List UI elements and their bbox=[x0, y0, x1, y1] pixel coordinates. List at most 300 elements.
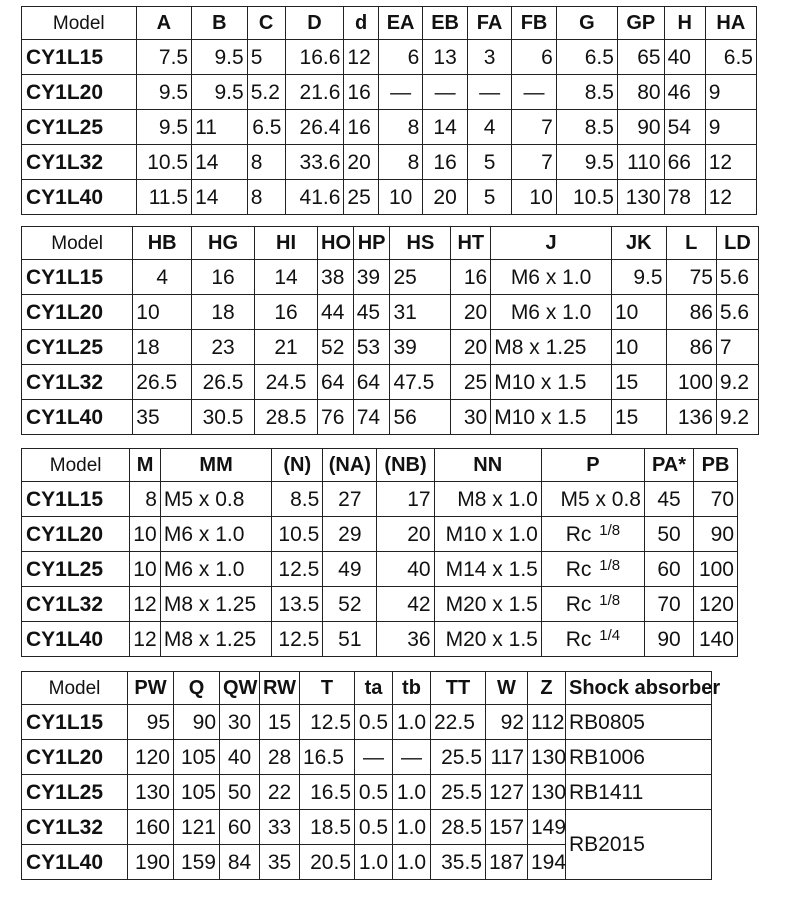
header-cell: LD bbox=[716, 227, 758, 260]
value-cell: 20 bbox=[344, 145, 378, 180]
value-cell: 112 bbox=[528, 705, 566, 740]
dimension-table-2 bbox=[21, 226, 759, 435]
value-cell: 40 bbox=[377, 552, 434, 587]
value-cell: 28.5 bbox=[255, 400, 318, 435]
value-cell: 20 bbox=[451, 295, 491, 330]
value-cell: 25.5 bbox=[431, 775, 486, 810]
table-row bbox=[22, 180, 757, 215]
value-cell: 12.5 bbox=[272, 552, 323, 587]
value-cell: M5 x 0.8 bbox=[541, 482, 644, 517]
shock-absorber-cell: RB2015 bbox=[566, 810, 712, 880]
header-cell: Model bbox=[22, 449, 130, 482]
value-cell: 76 bbox=[318, 400, 354, 435]
value-cell: 20 bbox=[423, 180, 467, 215]
model-cell: CY1L15 bbox=[22, 482, 130, 517]
value-cell: 9.2 bbox=[716, 400, 758, 435]
value-cell: 190 bbox=[128, 845, 174, 880]
value-cell: 40 bbox=[664, 40, 705, 75]
port-thread-type: Rc bbox=[565, 523, 592, 546]
model-cell: CY1L15 bbox=[22, 260, 133, 295]
value-cell: — bbox=[393, 740, 431, 775]
value-cell: 21 bbox=[255, 330, 318, 365]
value-cell: 5 bbox=[467, 145, 511, 180]
value-cell: 10 bbox=[133, 295, 192, 330]
value-cell: 80 bbox=[617, 75, 664, 110]
value-cell: 16 bbox=[423, 145, 467, 180]
table-row bbox=[22, 260, 759, 295]
value-cell: M10 x 1.5 bbox=[491, 365, 612, 400]
header-cell: HP bbox=[353, 227, 390, 260]
value-cell: 5 bbox=[247, 40, 285, 75]
table-row bbox=[22, 75, 757, 110]
value-cell: 26.4 bbox=[285, 110, 344, 145]
table-header-row bbox=[22, 7, 757, 40]
header-cell: FA bbox=[467, 7, 511, 40]
value-cell: M20 x 1.5 bbox=[434, 622, 541, 657]
value-cell: 8.5 bbox=[556, 75, 617, 110]
value-cell: 10 bbox=[611, 330, 666, 365]
model-cell: CY1L25 bbox=[22, 552, 130, 587]
value-cell: M8 x 1.25 bbox=[160, 587, 271, 622]
value-cell: 130 bbox=[528, 775, 566, 810]
table-row bbox=[22, 295, 759, 330]
value-cell: 20 bbox=[377, 517, 434, 552]
value-cell: 127 bbox=[486, 775, 528, 810]
value-cell: 23 bbox=[192, 330, 255, 365]
value-cell: 25 bbox=[344, 180, 378, 215]
header-cell: HG bbox=[192, 227, 255, 260]
table-row bbox=[22, 517, 738, 552]
value-cell: 11 bbox=[192, 110, 248, 145]
value-cell: 65 bbox=[617, 40, 664, 75]
value-cell: 12 bbox=[344, 40, 378, 75]
value-cell: 15 bbox=[611, 400, 666, 435]
value-cell: 9.5 bbox=[192, 40, 248, 75]
value-cell: 120 bbox=[128, 740, 174, 775]
value-cell: 95 bbox=[128, 705, 174, 740]
value-cell: 46 bbox=[664, 75, 705, 110]
value-cell: 160 bbox=[128, 810, 174, 845]
value-cell: 0.5 bbox=[355, 705, 393, 740]
value-cell: 10 bbox=[130, 552, 161, 587]
value-cell: 9 bbox=[705, 110, 756, 145]
port-thread-type: Rc bbox=[565, 593, 592, 616]
model-cell: CY1L20 bbox=[22, 295, 133, 330]
value-cell: — bbox=[355, 740, 393, 775]
value-cell: 90 bbox=[645, 622, 694, 657]
value-cell: M8 x 1.25 bbox=[160, 622, 271, 657]
header-cell: MM bbox=[160, 449, 271, 482]
model-cell: CY1L25 bbox=[22, 110, 137, 145]
value-cell: 0.5 bbox=[355, 775, 393, 810]
dimension-table-1 bbox=[21, 6, 757, 215]
value-cell: 1.0 bbox=[393, 705, 431, 740]
value-cell: 90 bbox=[174, 705, 220, 740]
header-cell: QW bbox=[220, 672, 260, 705]
model-cell: CY1L32 bbox=[22, 810, 128, 845]
value-cell: — bbox=[467, 75, 511, 110]
value-cell: 64 bbox=[353, 365, 390, 400]
port-thread-size: 1/4 bbox=[599, 627, 621, 644]
table-row bbox=[22, 40, 757, 75]
value-cell: 8.5 bbox=[272, 482, 323, 517]
value-cell: M8 x 1.0 bbox=[434, 482, 541, 517]
value-cell: 9.5 bbox=[611, 260, 666, 295]
value-cell: 21.6 bbox=[285, 75, 344, 110]
model-cell: CY1L32 bbox=[22, 365, 133, 400]
model-cell: CY1L40 bbox=[22, 845, 128, 880]
value-cell: M10 x 1.5 bbox=[491, 400, 612, 435]
value-cell: 7 bbox=[512, 145, 556, 180]
value-cell: 20 bbox=[451, 330, 491, 365]
header-cell: P bbox=[541, 449, 644, 482]
header-cell: NN bbox=[434, 449, 541, 482]
value-cell: 9.5 bbox=[192, 75, 248, 110]
header-cell: Model bbox=[22, 672, 128, 705]
value-cell: 6 bbox=[378, 40, 422, 75]
value-cell: 18.5 bbox=[300, 810, 355, 845]
value-cell: 136 bbox=[666, 400, 716, 435]
value-cell: 30 bbox=[451, 400, 491, 435]
value-cell: — bbox=[423, 75, 467, 110]
value-cell: 13.5 bbox=[272, 587, 323, 622]
value-cell: 90 bbox=[694, 517, 738, 552]
value-cell: 10 bbox=[512, 180, 556, 215]
value-cell: 47.5 bbox=[390, 365, 451, 400]
header-cell: GP bbox=[617, 7, 664, 40]
value-cell: 30.5 bbox=[192, 400, 255, 435]
value-cell: 35.5 bbox=[431, 845, 486, 880]
header-cell: Shock absorber bbox=[566, 672, 712, 705]
value-cell bbox=[541, 622, 644, 657]
port-thread-size: 1/8 bbox=[599, 592, 621, 609]
value-cell: 14 bbox=[192, 145, 248, 180]
value-cell: 6.5 bbox=[705, 40, 756, 75]
value-cell: 10 bbox=[378, 180, 422, 215]
value-cell: 25 bbox=[390, 260, 451, 295]
value-cell: 5.6 bbox=[716, 260, 758, 295]
value-cell: 35 bbox=[260, 845, 300, 880]
model-cell: CY1L15 bbox=[22, 705, 128, 740]
value-cell: 54 bbox=[664, 110, 705, 145]
value-cell: 24.5 bbox=[255, 365, 318, 400]
header-cell: EB bbox=[423, 7, 467, 40]
header-cell: PB bbox=[694, 449, 738, 482]
value-cell: 16.5 bbox=[300, 775, 355, 810]
value-cell: 52 bbox=[323, 587, 377, 622]
dimension-table-4 bbox=[21, 671, 721, 880]
value-cell: 8 bbox=[247, 180, 285, 215]
value-cell: 6 bbox=[512, 40, 556, 75]
value-cell: M6 x 1.0 bbox=[491, 260, 612, 295]
value-cell: 10.5 bbox=[272, 517, 323, 552]
value-cell: 92 bbox=[486, 705, 528, 740]
value-cell: 53 bbox=[353, 330, 390, 365]
value-cell: 16 bbox=[344, 110, 378, 145]
value-cell: 66 bbox=[664, 145, 705, 180]
value-cell: 0.5 bbox=[355, 810, 393, 845]
value-cell: 45 bbox=[353, 295, 390, 330]
value-cell: 187 bbox=[486, 845, 528, 880]
value-cell: M8 x 1.25 bbox=[491, 330, 612, 365]
value-cell: 25.5 bbox=[431, 740, 486, 775]
value-cell: 31 bbox=[390, 295, 451, 330]
value-cell: 41.6 bbox=[285, 180, 344, 215]
value-cell bbox=[541, 552, 644, 587]
value-cell: 11.5 bbox=[136, 180, 192, 215]
value-cell: 140 bbox=[694, 622, 738, 657]
header-cell: Model bbox=[22, 7, 137, 40]
value-cell: 15 bbox=[611, 365, 666, 400]
value-cell: 6.5 bbox=[556, 40, 617, 75]
table-row bbox=[22, 622, 738, 657]
table-row bbox=[22, 145, 757, 180]
header-cell: ta bbox=[355, 672, 393, 705]
value-cell: 10.5 bbox=[556, 180, 617, 215]
value-cell: 130 bbox=[128, 775, 174, 810]
header-cell: H bbox=[664, 7, 705, 40]
shock-absorber-cell: RB1411 bbox=[566, 775, 712, 810]
value-cell: 3 bbox=[467, 40, 511, 75]
value-cell: 12 bbox=[705, 145, 756, 180]
value-cell: 56 bbox=[390, 400, 451, 435]
value-cell: 64 bbox=[318, 365, 354, 400]
value-cell: 105 bbox=[174, 775, 220, 810]
value-cell: 9.2 bbox=[716, 365, 758, 400]
shock-absorber-cell: RB0805 bbox=[566, 705, 712, 740]
value-cell: 52 bbox=[318, 330, 354, 365]
header-cell: L bbox=[666, 227, 716, 260]
value-cell: 130 bbox=[617, 180, 664, 215]
value-cell: 50 bbox=[220, 775, 260, 810]
value-cell: 7 bbox=[716, 330, 758, 365]
value-cell: 130 bbox=[528, 740, 566, 775]
value-cell: 70 bbox=[694, 482, 738, 517]
value-cell: 5.6 bbox=[716, 295, 758, 330]
value-cell: 12 bbox=[130, 587, 161, 622]
value-cell: 149 bbox=[528, 810, 566, 845]
value-cell: — bbox=[512, 75, 556, 110]
value-cell: 9.5 bbox=[136, 75, 192, 110]
value-cell: M14 x 1.5 bbox=[434, 552, 541, 587]
model-cell: CY1L20 bbox=[22, 740, 128, 775]
value-cell: 105 bbox=[174, 740, 220, 775]
model-cell: CY1L20 bbox=[22, 75, 137, 110]
value-cell: 15 bbox=[260, 705, 300, 740]
model-cell: CY1L25 bbox=[22, 775, 128, 810]
value-cell: 45 bbox=[645, 482, 694, 517]
table-row bbox=[22, 110, 757, 145]
value-cell: 194 bbox=[528, 845, 566, 880]
value-cell: 12.5 bbox=[272, 622, 323, 657]
value-cell: 10.5 bbox=[136, 145, 192, 180]
value-cell: 9.5 bbox=[556, 145, 617, 180]
value-cell: 10 bbox=[130, 517, 161, 552]
value-cell: 159 bbox=[174, 845, 220, 880]
dimension-table-3 bbox=[21, 448, 738, 657]
port-thread-type: Rc bbox=[565, 628, 592, 651]
header-cell: W bbox=[486, 672, 528, 705]
header-cell: PA* bbox=[645, 449, 694, 482]
port-thread-size: 1/8 bbox=[599, 557, 621, 574]
table-row bbox=[22, 400, 759, 435]
value-cell: 33.6 bbox=[285, 145, 344, 180]
header-cell: B bbox=[192, 7, 248, 40]
value-cell: 121 bbox=[174, 810, 220, 845]
header-cell: (N) bbox=[272, 449, 323, 482]
value-cell: 8 bbox=[378, 110, 422, 145]
header-cell: tb bbox=[393, 672, 431, 705]
value-cell: M10 x 1.0 bbox=[434, 517, 541, 552]
header-cell: (NB) bbox=[377, 449, 434, 482]
header-cell: D bbox=[285, 7, 344, 40]
value-cell: 75 bbox=[666, 260, 716, 295]
model-cell: CY1L32 bbox=[22, 145, 137, 180]
value-cell: 29 bbox=[323, 517, 377, 552]
header-cell: HT bbox=[451, 227, 491, 260]
value-cell: M6 x 1.0 bbox=[491, 295, 612, 330]
value-cell: 25 bbox=[451, 365, 491, 400]
value-cell: 14 bbox=[192, 180, 248, 215]
header-cell: Q bbox=[174, 672, 220, 705]
value-cell: 18 bbox=[192, 295, 255, 330]
value-cell: 117 bbox=[486, 740, 528, 775]
value-cell: 70 bbox=[645, 587, 694, 622]
header-cell: RW bbox=[260, 672, 300, 705]
value-cell: 33 bbox=[260, 810, 300, 845]
value-cell: 16 bbox=[192, 260, 255, 295]
header-cell: HI bbox=[255, 227, 318, 260]
value-cell: 60 bbox=[220, 810, 260, 845]
model-cell: CY1L40 bbox=[22, 622, 130, 657]
value-cell: 120 bbox=[694, 587, 738, 622]
header-cell: HO bbox=[318, 227, 354, 260]
value-cell: 110 bbox=[617, 145, 664, 180]
value-cell: 8 bbox=[378, 145, 422, 180]
model-cell: CY1L40 bbox=[22, 180, 137, 215]
value-cell: 12 bbox=[705, 180, 756, 215]
value-cell: 90 bbox=[617, 110, 664, 145]
value-cell: M6 x 1.0 bbox=[160, 552, 271, 587]
value-cell: 30 bbox=[220, 705, 260, 740]
value-cell: 16 bbox=[255, 295, 318, 330]
table-header-row bbox=[22, 449, 738, 482]
header-cell: d bbox=[344, 7, 378, 40]
header-cell: PW bbox=[128, 672, 174, 705]
header-cell: TT bbox=[431, 672, 486, 705]
model-cell: CY1L25 bbox=[22, 330, 133, 365]
value-cell: 157 bbox=[486, 810, 528, 845]
table-row bbox=[22, 740, 712, 775]
value-cell: 39 bbox=[353, 260, 390, 295]
value-cell: 14 bbox=[423, 110, 467, 145]
value-cell: 17 bbox=[377, 482, 434, 517]
value-cell: 7 bbox=[512, 110, 556, 145]
value-cell: 39 bbox=[390, 330, 451, 365]
value-cell: 42 bbox=[377, 587, 434, 622]
header-cell: T bbox=[300, 672, 355, 705]
value-cell: 1.0 bbox=[393, 845, 431, 880]
header-cell: A bbox=[136, 7, 192, 40]
value-cell: 74 bbox=[353, 400, 390, 435]
table-row bbox=[22, 587, 738, 622]
value-cell: 38 bbox=[318, 260, 354, 295]
value-cell: 86 bbox=[666, 295, 716, 330]
value-cell: 36 bbox=[377, 622, 434, 657]
table-header-row bbox=[22, 227, 759, 260]
table-row bbox=[22, 330, 759, 365]
value-cell: 44 bbox=[318, 295, 354, 330]
value-cell: M6 x 1.0 bbox=[160, 517, 271, 552]
model-cell: CY1L15 bbox=[22, 40, 137, 75]
value-cell: 78 bbox=[664, 180, 705, 215]
header-cell: C bbox=[247, 7, 285, 40]
header-cell: G bbox=[556, 7, 617, 40]
value-cell: 16.6 bbox=[285, 40, 344, 75]
table-row bbox=[22, 482, 738, 517]
value-cell: 16 bbox=[451, 260, 491, 295]
value-cell: M20 x 1.5 bbox=[434, 587, 541, 622]
value-cell: 6.5 bbox=[247, 110, 285, 145]
value-cell: 22.5 bbox=[431, 705, 486, 740]
value-cell: 9.5 bbox=[136, 110, 192, 145]
value-cell: 9 bbox=[705, 75, 756, 110]
value-cell: 100 bbox=[694, 552, 738, 587]
value-cell: 60 bbox=[645, 552, 694, 587]
value-cell: 26.5 bbox=[133, 365, 192, 400]
value-cell: 84 bbox=[220, 845, 260, 880]
value-cell: 5.2 bbox=[247, 75, 285, 110]
value-cell: 4 bbox=[133, 260, 192, 295]
value-cell: 16 bbox=[344, 75, 378, 110]
header-cell: JK bbox=[611, 227, 666, 260]
header-cell: EA bbox=[378, 7, 422, 40]
value-cell: 100 bbox=[666, 365, 716, 400]
value-cell: 1.0 bbox=[393, 775, 431, 810]
value-cell: 40 bbox=[220, 740, 260, 775]
value-cell: 8 bbox=[247, 145, 285, 180]
table-row bbox=[22, 552, 738, 587]
value-cell bbox=[541, 517, 644, 552]
value-cell: 14 bbox=[255, 260, 318, 295]
value-cell: 50 bbox=[645, 517, 694, 552]
value-cell: 27 bbox=[323, 482, 377, 517]
value-cell: 51 bbox=[323, 622, 377, 657]
value-cell: 1.0 bbox=[393, 810, 431, 845]
port-thread-type: Rc bbox=[565, 558, 592, 581]
value-cell: 4 bbox=[467, 110, 511, 145]
value-cell: 12 bbox=[130, 622, 161, 657]
value-cell: 28 bbox=[260, 740, 300, 775]
model-cell: CY1L32 bbox=[22, 587, 130, 622]
value-cell: 28.5 bbox=[431, 810, 486, 845]
table-header-row bbox=[22, 672, 712, 705]
value-cell: 26.5 bbox=[192, 365, 255, 400]
header-cell: M bbox=[130, 449, 161, 482]
table-row bbox=[22, 365, 759, 400]
header-cell: Z bbox=[528, 672, 566, 705]
value-cell: 49 bbox=[323, 552, 377, 587]
table-row bbox=[22, 810, 712, 845]
header-cell: (NA) bbox=[323, 449, 377, 482]
value-cell: 13 bbox=[423, 40, 467, 75]
header-cell: HS bbox=[390, 227, 451, 260]
table-row bbox=[22, 775, 712, 810]
value-cell: 16.5 bbox=[300, 740, 355, 775]
value-cell: 8.5 bbox=[556, 110, 617, 145]
header-cell: HA bbox=[705, 7, 756, 40]
value-cell: 35 bbox=[133, 400, 192, 435]
